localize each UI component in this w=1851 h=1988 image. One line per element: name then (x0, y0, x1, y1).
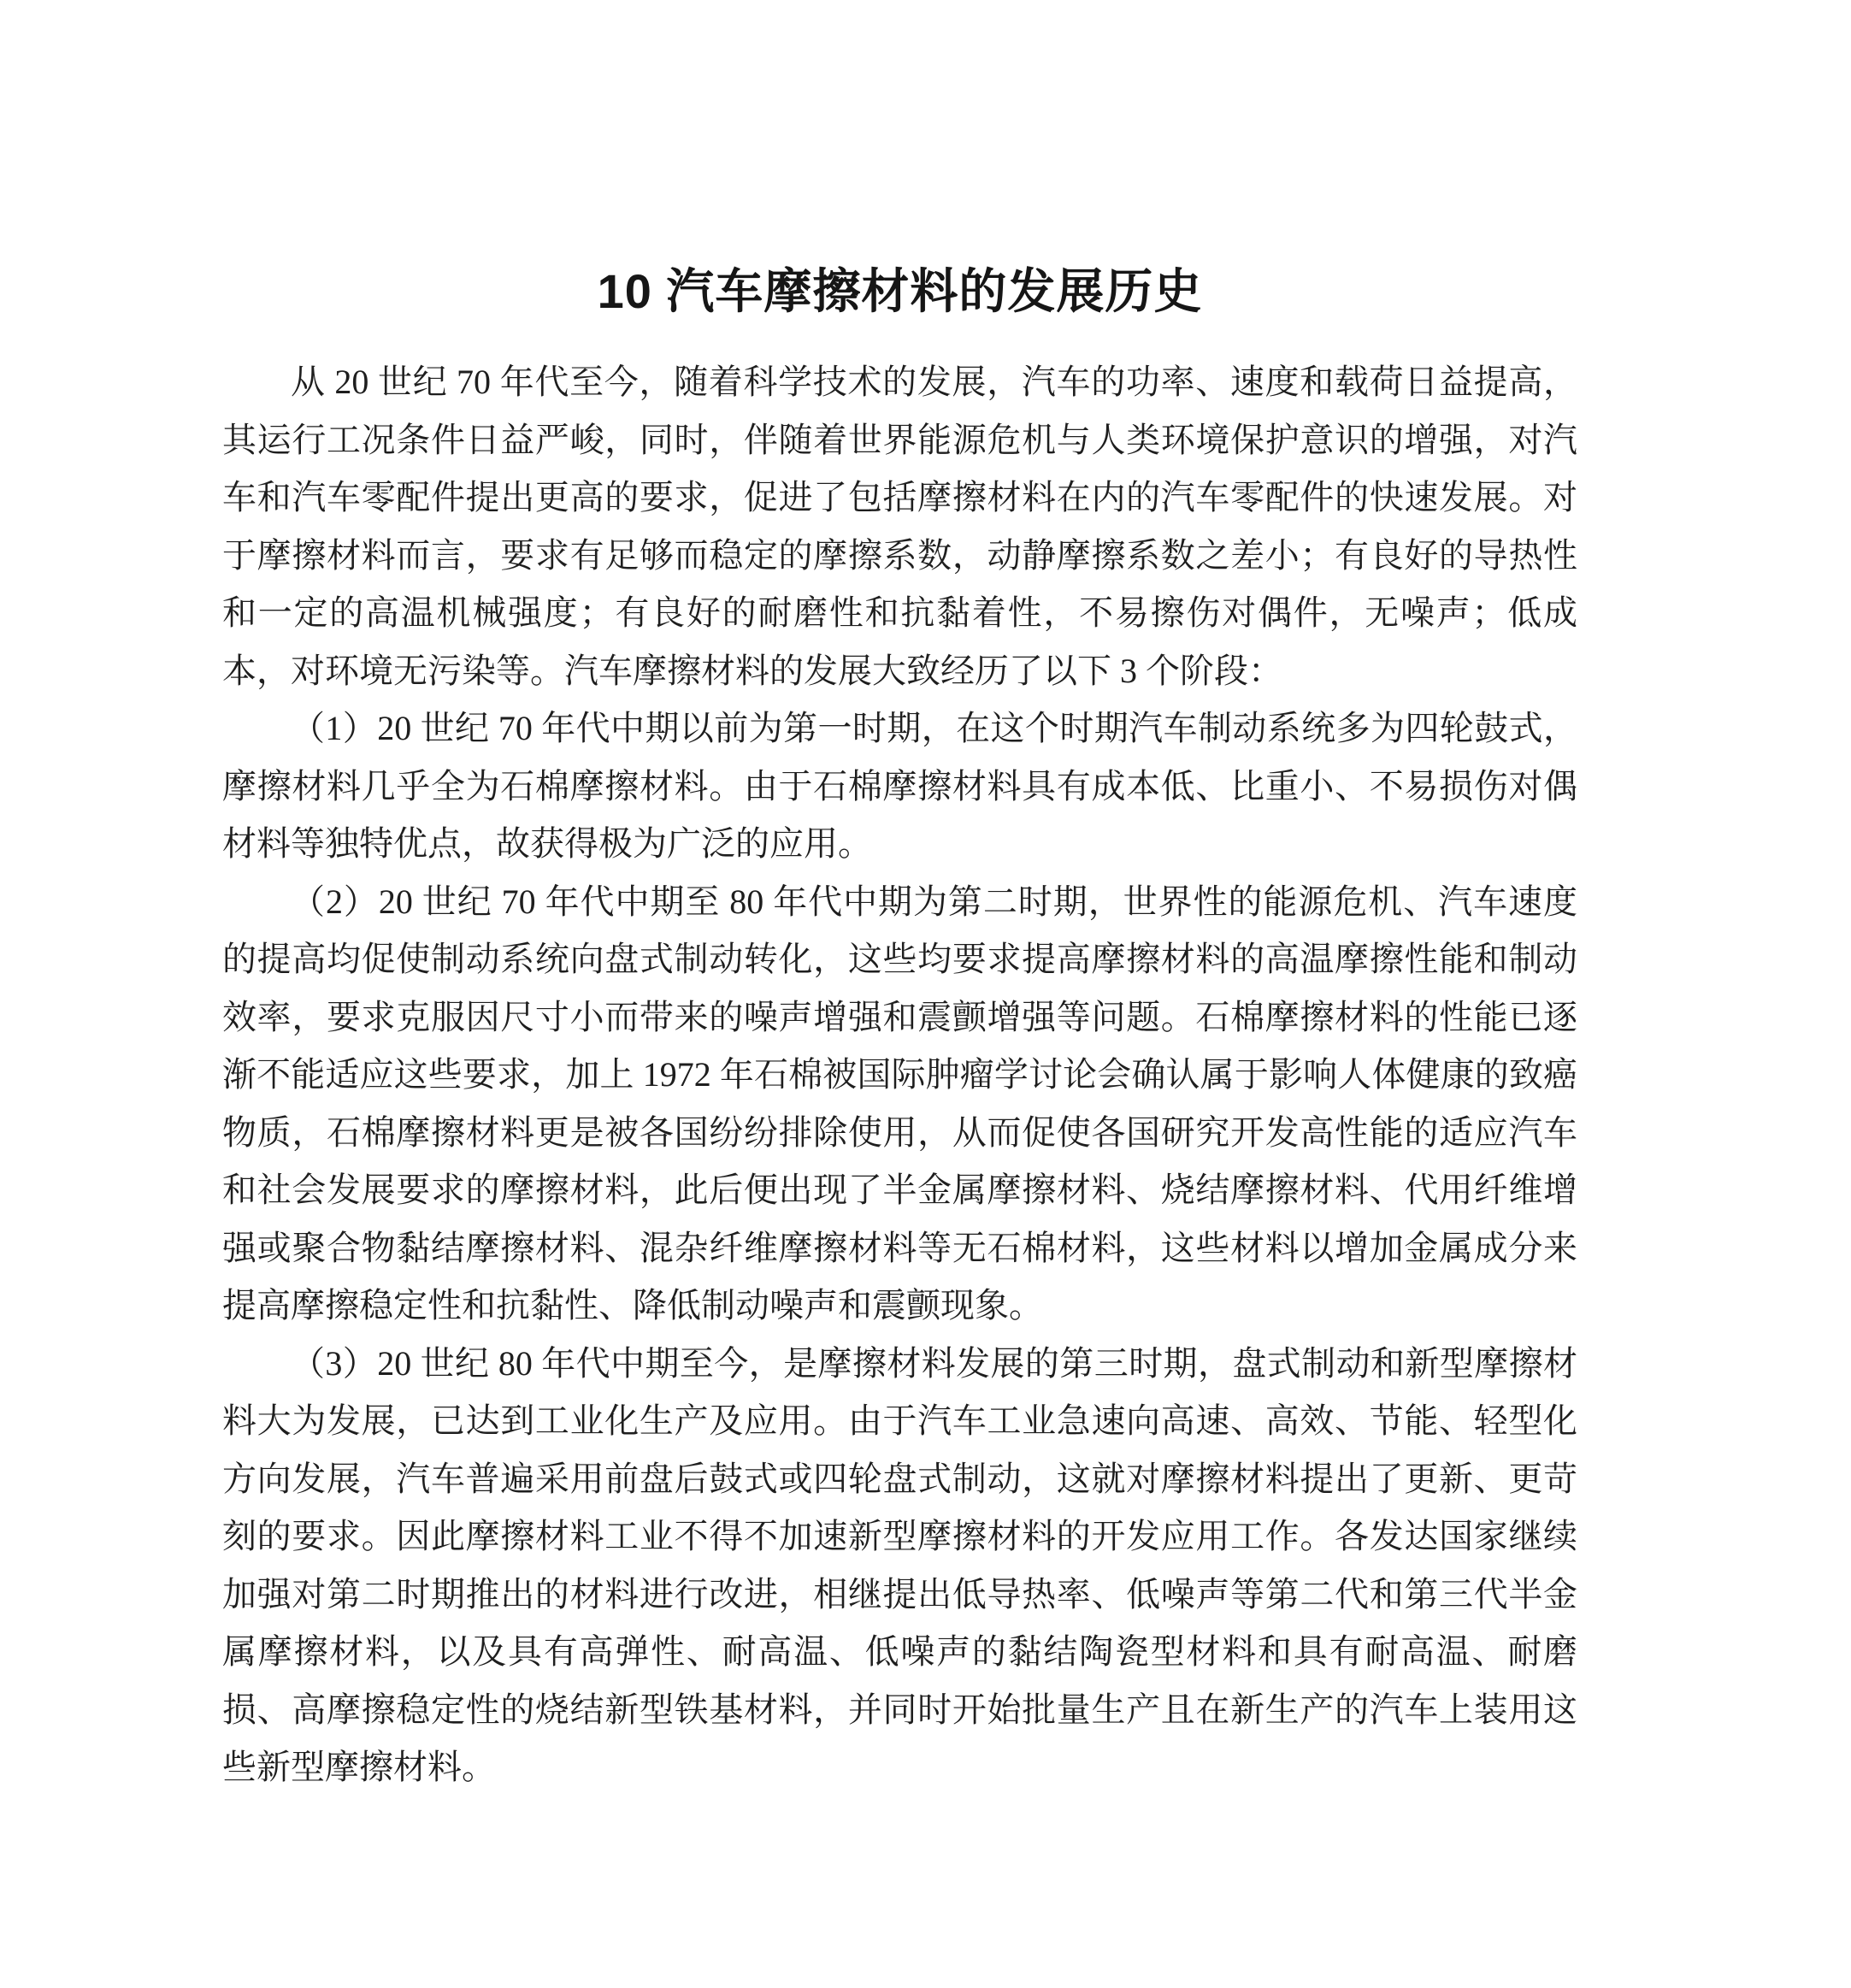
paragraph-stage-3: （3）20 世纪 80 年代中期至今，是摩擦材料发展的第三时期，盘式制动和新型摩擦材料大为发展，已达到工业化生产及应用。由于汽车工业急速向高速、高效、节能、轻型化方向发展，汽车普遍采用前盘后鼓式或四轮盘式制动，这就对摩擦材料提出了更新、更苛刻的要求。因此摩擦材料工业不得不加速新型摩擦材料的开发应用工作。各发达国家继续加强对第二时期推出的材料进行改进，相继提出低导热率、低噪声等第二代和第三代半金属摩擦材料，以及具有高弹性、耐高温、低噪声的黏结陶瓷型材料和具有耐高温、耐磨损、高摩擦稳定性的烧结新型铁基材料，并同时开始批量生产且在新生产的汽车上装用这些新型摩擦材料。 (222, 1343, 1577, 1786)
document-title: 10 汽车摩擦材料的发展历史 (597, 264, 1203, 318)
paragraph-stage-2: （2）20 世纪 70 年代中期至 80 年代中期为第二时期，世界性的能源危机、汽车速度的提高均促使制动系统向盘式制动转化，这些均要求提高摩擦材料的高温摩擦性能和制动效率，要求克服因尺寸小而带来的噪声增强和震颤增强等问题。石棉摩擦材料的性能已逐渐不能适应这些要求，加上 1972 年石棉被国际肿瘤学讨论会确认属于影响人体健康的致癌物质，石棉摩擦材料更是被各国纷纷排除使用，从而促使各国研究开发高性能的适应汽车和社会发展要求的摩擦材料，此后便出现了半金属摩擦材料、烧结摩擦材料、代用纤维增强或聚合物黏结摩擦材料、混杂纤维摩擦材料等无石棉材料，这些材料以增加金属成分来提高摩擦稳定性和抗黏性、降低制动噪声和震颤现象。 (222, 882, 1577, 1324)
paragraph-intro: 从 20 世纪 70 年代至今，随着科学技术的发展，汽车的功率、速度和载荷日益提高，其运行工况条件日益严峻，同时，伴随着世界能源危机与人类环境保护意识的增强，对汽车和汽车零配件提出更高的要求，促进了包括摩擦材料在内的汽车零配件的快速发展。对于摩擦材料而言，要求有足够而稳定的摩擦系数，动静摩擦系数之差小；有良好的导热性和一定的高温机械强度；有良好的耐磨性和抗黏着性，不易擦伤对偶件，无噪声；低成本，对环境无污染等。汽车摩擦材料的发展大致经历了以下 3 个阶段： (222, 363, 1577, 690)
document-body (222, 353, 1577, 1796)
paragraph-stage-1: （1）20 世纪 70 年代中期以前为第一时期，在这个时期汽车制动系统多为四轮鼓式，摩擦材料几乎全为石棉摩擦材料。由于石棉摩擦材料具有成本低、比重小、不易损伤对偶材料等独特优点，故获得极为广泛的应用。 (222, 709, 1577, 863)
